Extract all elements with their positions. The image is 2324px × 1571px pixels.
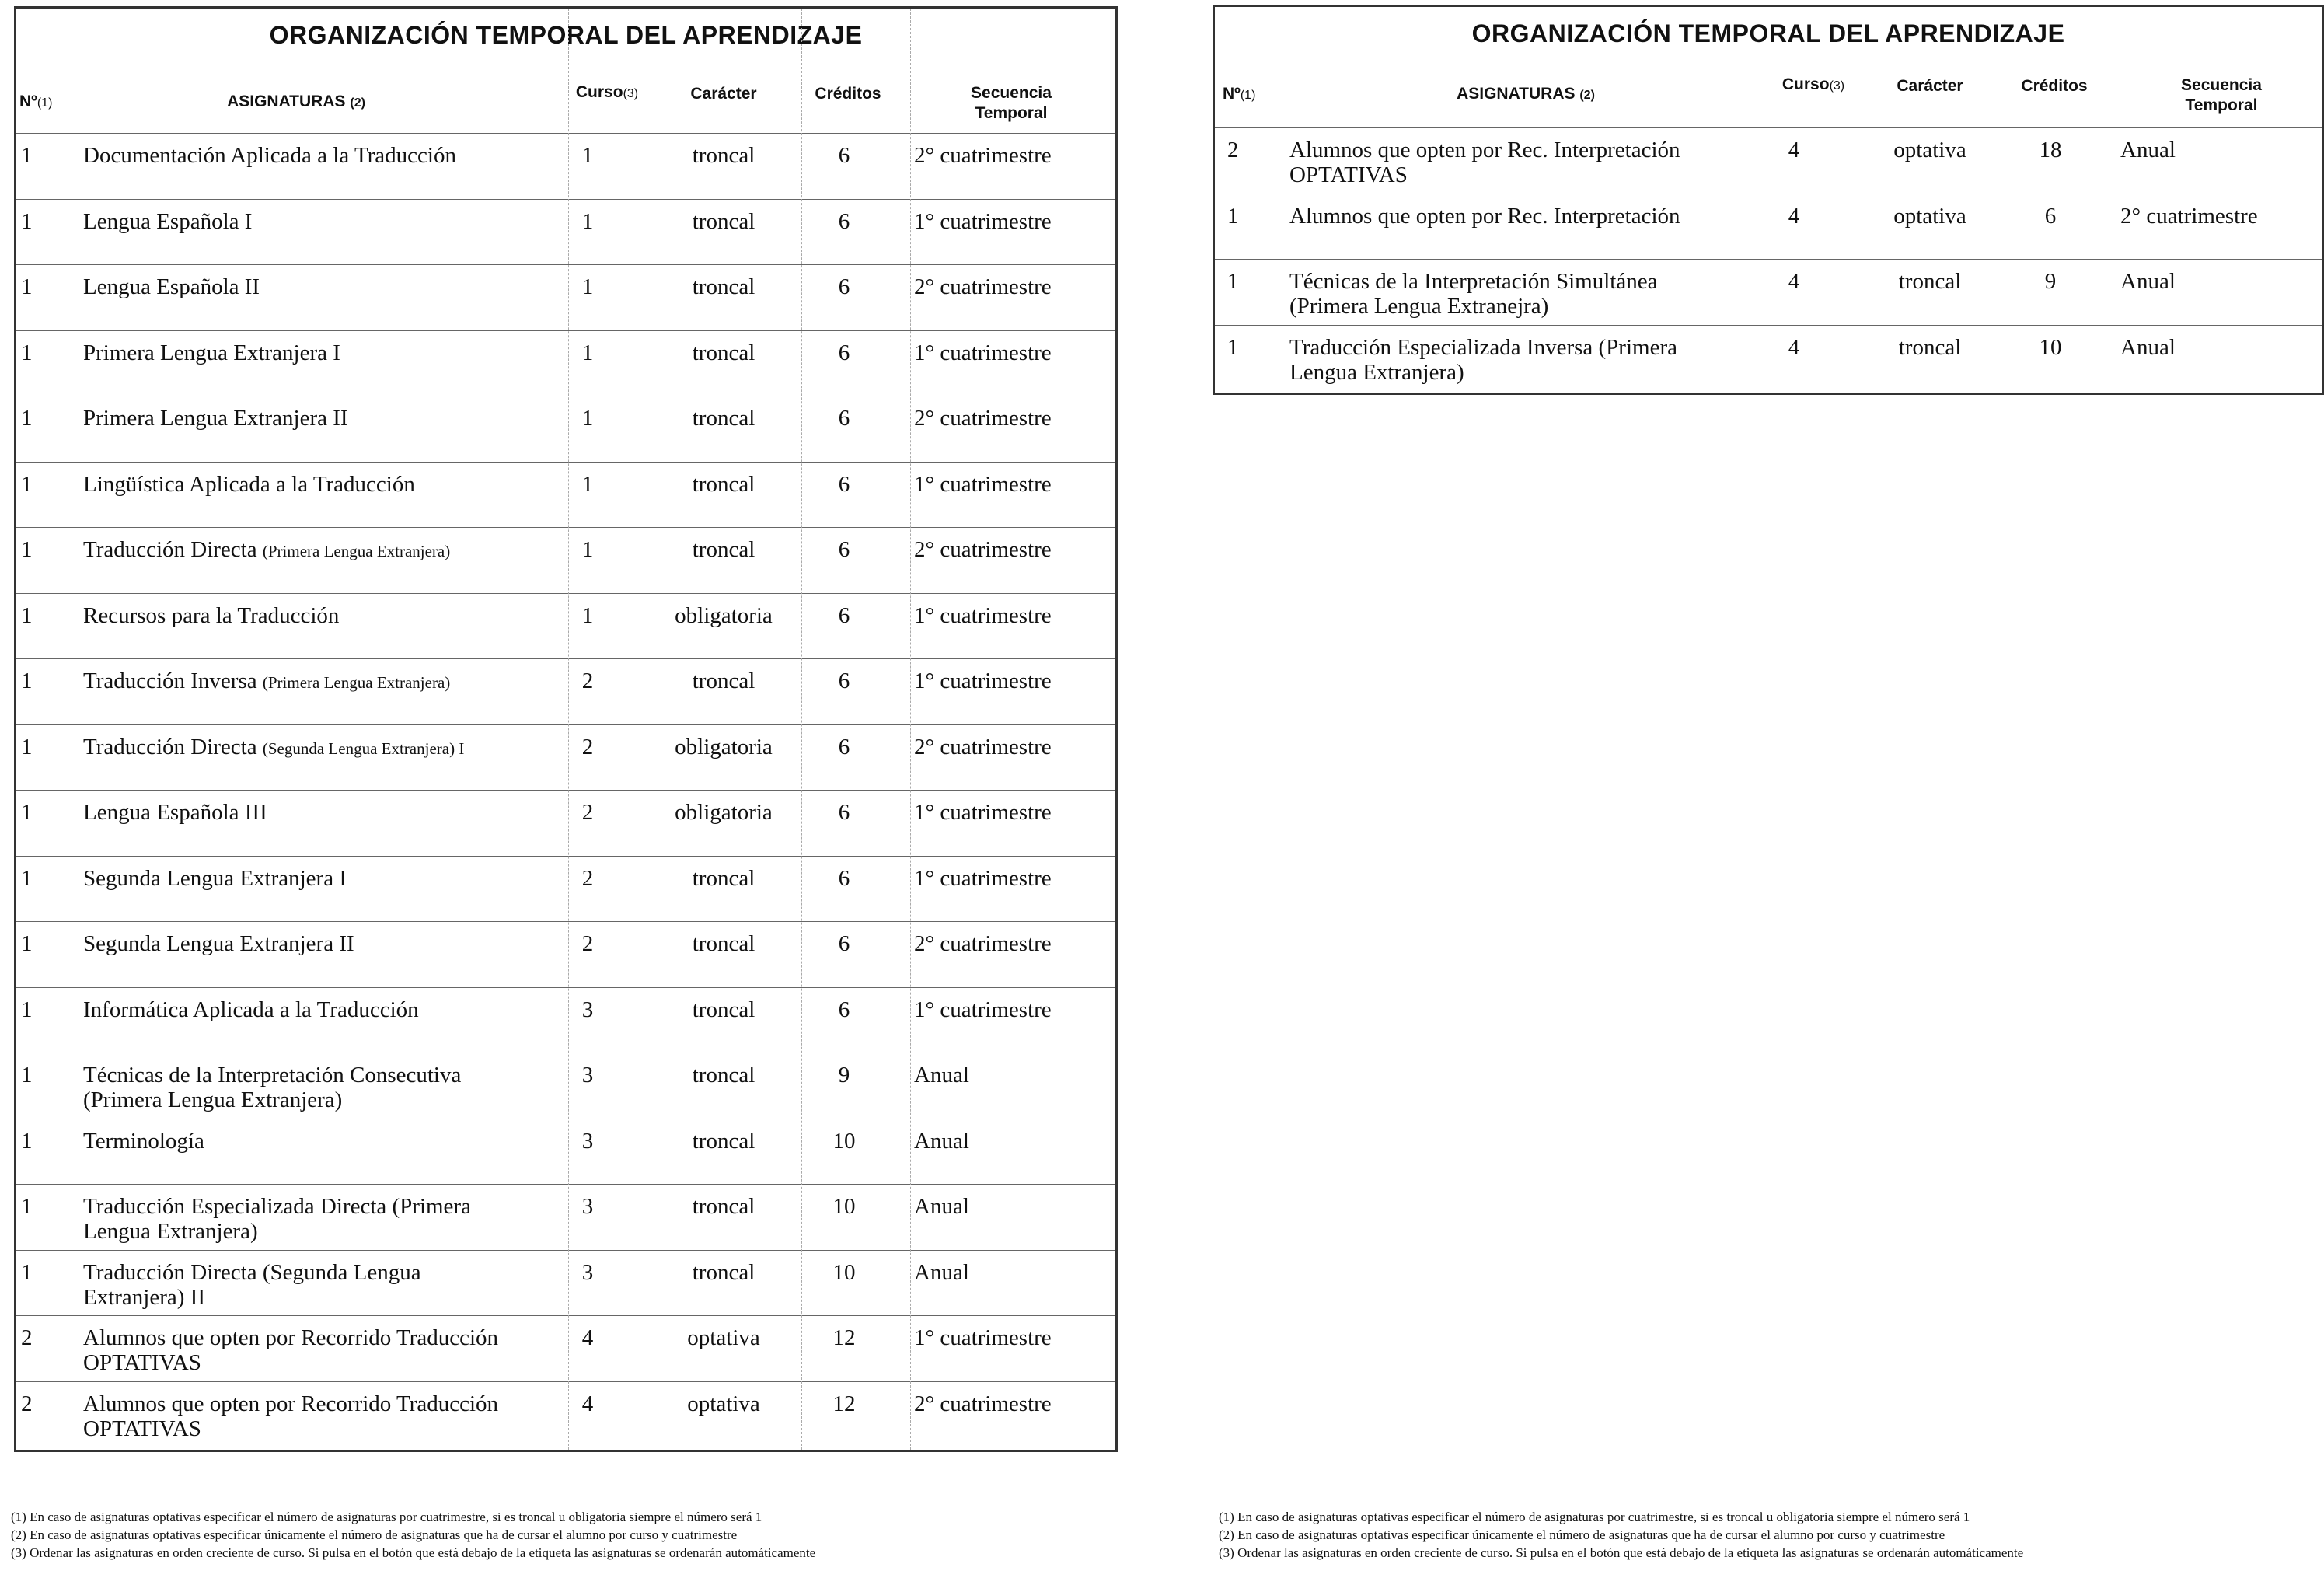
row-caracter: optativa xyxy=(1893,138,1966,162)
row-number: 1 xyxy=(21,1259,33,1285)
row-curso: 4 xyxy=(1788,269,1800,294)
row-asignatura: Segunda Lengua Extranjera I xyxy=(83,865,347,891)
left-panel-title: ORGANIZACIÓN TEMPORAL DEL APRENDIZAJE xyxy=(269,21,863,49)
row-curso: 1 xyxy=(581,602,594,628)
row-asignatura: Traducción Directa (Segunda Lengua Extranjera) I xyxy=(83,734,465,759)
header-creditos: Créditos xyxy=(2021,77,2088,95)
row-caracter: troncal xyxy=(692,1259,755,1285)
row-curso: 1 xyxy=(581,406,594,431)
row-secuencia: 1° cuatrimestre xyxy=(914,340,1052,365)
row-secuencia: 2° cuatrimestre xyxy=(2120,203,2258,229)
table-row xyxy=(16,1315,1115,1381)
row-asignatura: Primera Lengua Extranjera II xyxy=(83,406,348,431)
row-curso: 2 xyxy=(581,734,594,759)
row-secuencia: 2° cuatrimestre xyxy=(914,931,1052,956)
row-secuencia: 1° cuatrimestre xyxy=(914,208,1052,234)
header-asignaturas: ASIGNATURAS (2) xyxy=(227,93,365,110)
table-row xyxy=(16,1381,1115,1447)
row-secuencia: 2° cuatrimestre xyxy=(914,143,1052,168)
row-asignatura: Alumnos que opten por Recorrido Traducción OPTATIVAS xyxy=(83,1391,499,1441)
row-creditos: 9 xyxy=(838,1063,850,1087)
row-asignatura: Lengua Española III xyxy=(83,800,267,825)
row-secuencia: Anual xyxy=(2120,138,2176,162)
footnote-3: (3) Ordenar las asignaturas en orden creciente de curso. Si pulsa en el botón que está debajo de la etiqueta las asignaturas se ordenarán automáticamente xyxy=(1219,1545,2024,1560)
row-creditos: 6 xyxy=(838,537,850,562)
row-asignatura: Traducción Especializada Directa (Primera Lengua Extranjera) xyxy=(83,1194,471,1244)
row-number: 1 xyxy=(21,997,33,1022)
row-secuencia: 1° cuatrimestre xyxy=(914,669,1052,693)
table-row xyxy=(16,462,1115,528)
row-creditos: 10 xyxy=(2039,334,2062,360)
row-asignatura: Traducción Directa (Primera Lengua Extranjera) xyxy=(83,537,451,562)
row-curso: 3 xyxy=(581,1194,594,1219)
table-row xyxy=(16,1119,1115,1185)
row-number: 1 xyxy=(1227,203,1239,229)
row-secuencia: Anual xyxy=(914,1259,969,1285)
row-caracter: troncal xyxy=(692,208,755,234)
row-curso: 1 xyxy=(581,143,594,168)
row-creditos: 12 xyxy=(832,1325,856,1350)
table-row xyxy=(16,396,1115,462)
row-curso: 1 xyxy=(581,274,594,299)
row-number: 1 xyxy=(21,143,33,168)
row-caracter: troncal xyxy=(1898,269,1962,294)
row-asignatura: Alumnos que opten por Rec. Interpretación OPTATIVAS xyxy=(1289,138,1680,187)
row-asignatura: Segunda Lengua Extranjera II xyxy=(83,931,354,956)
header-secuencia: Secuencia Temporal xyxy=(971,84,1052,122)
row-number: 1 xyxy=(21,931,33,956)
row-curso: 4 xyxy=(581,1391,594,1416)
footnote-1: (1) En caso de asignaturas optativas especificar el número de asignaturas por cuatrimestre, si es troncal u obligatoria siempre el número será 1 xyxy=(1219,1510,1970,1524)
footnote-2: (2) En caso de asignaturas optativas especificar únicamente el número de asignaturas que ha de cursar el alumno por curso y cuatrimestre xyxy=(11,1527,738,1542)
row-asignatura: Lengua Española II xyxy=(83,274,260,299)
left-table-body xyxy=(16,133,1115,1447)
row-caracter: troncal xyxy=(692,274,755,299)
row-number: 1 xyxy=(21,537,33,562)
table-row xyxy=(16,658,1115,724)
row-curso: 4 xyxy=(1788,334,1800,360)
row-asignatura: Traducción Inversa (Primera Lengua Extranjera) xyxy=(83,669,451,693)
row-secuencia: 2° cuatrimestre xyxy=(914,406,1052,431)
row-asignatura: Lingüística Aplicada a la Traducción xyxy=(83,471,415,497)
left-footnotes xyxy=(11,1508,815,1562)
table-row xyxy=(16,1184,1115,1250)
table-row xyxy=(1215,194,2322,260)
row-caracter: troncal xyxy=(692,669,755,693)
header-creditos: Créditos xyxy=(815,85,881,103)
table-row xyxy=(16,527,1115,593)
row-asignatura: Alumnos que opten por Rec. Interpretación xyxy=(1289,203,1680,229)
divider xyxy=(910,9,911,1450)
row-creditos: 6 xyxy=(2044,203,2057,229)
divider xyxy=(568,9,569,1450)
row-asignatura: Técnicas de la Interpretación Consecutiva (Primera Lengua Extranjera) xyxy=(83,1063,462,1112)
row-creditos: 6 xyxy=(838,471,850,497)
footnote-1: (1) En caso de asignaturas optativas especificar el número de asignaturas por cuatrimestre, si es troncal u obligatoria siempre el número será 1 xyxy=(11,1510,762,1524)
row-secuencia: Anual xyxy=(914,1063,969,1087)
row-curso: 2 xyxy=(581,669,594,693)
header-asignaturas: ASIGNATURAS (2) xyxy=(1457,85,1595,103)
row-secuencia: 1° cuatrimestre xyxy=(914,800,1052,825)
table-row xyxy=(16,856,1115,922)
row-caracter: troncal xyxy=(1898,334,1962,360)
row-creditos: 10 xyxy=(832,1128,856,1154)
table-row xyxy=(16,921,1115,987)
row-caracter: troncal xyxy=(692,537,755,562)
row-caracter: obligatoria xyxy=(675,734,773,759)
row-curso: 1 xyxy=(581,471,594,497)
row-secuencia: 2° cuatrimestre xyxy=(914,537,1052,562)
row-asignatura: Lengua Española I xyxy=(83,208,253,234)
header-curso: Curso(3) xyxy=(1781,75,1845,93)
row-curso: 2 xyxy=(581,931,594,956)
row-number: 1 xyxy=(21,1063,33,1087)
table-row xyxy=(16,593,1115,659)
row-number: 1 xyxy=(21,800,33,825)
row-number: 2 xyxy=(21,1391,33,1416)
row-number: 2 xyxy=(21,1325,33,1350)
row-caracter: troncal xyxy=(692,1194,755,1219)
row-secuencia: 2° cuatrimestre xyxy=(914,734,1052,759)
row-creditos: 12 xyxy=(832,1391,856,1416)
row-secuencia: Anual xyxy=(2120,334,2176,360)
row-secuencia: 1° cuatrimestre xyxy=(914,471,1052,497)
row-caracter: troncal xyxy=(692,471,755,497)
table-row xyxy=(16,1250,1115,1316)
table-row xyxy=(16,199,1115,265)
header-caracter: Carácter xyxy=(690,85,757,103)
row-caracter: troncal xyxy=(692,340,755,365)
row-caracter: troncal xyxy=(692,1128,755,1154)
row-caracter: optativa xyxy=(687,1325,760,1350)
row-creditos: 10 xyxy=(832,1259,856,1285)
right-table-header xyxy=(1215,61,2322,133)
row-curso: 3 xyxy=(581,997,594,1022)
table-row xyxy=(16,1053,1115,1119)
row-curso: 1 xyxy=(581,537,594,562)
row-secuencia: 1° cuatrimestre xyxy=(914,997,1052,1022)
header-n: Nº(1) xyxy=(1223,85,1256,103)
row-curso: 4 xyxy=(581,1325,594,1350)
row-number: 1 xyxy=(21,274,33,299)
header-n: Nº(1) xyxy=(19,93,53,110)
header-secuencia: Secuencia Temporal xyxy=(2181,76,2262,114)
row-number: 1 xyxy=(21,471,33,497)
table-row xyxy=(16,987,1115,1053)
row-number: 1 xyxy=(21,734,33,759)
row-asignatura: Primera Lengua Extranjera I xyxy=(83,340,340,365)
row-secuencia: 1° cuatrimestre xyxy=(914,1325,1052,1350)
table-row xyxy=(16,264,1115,330)
row-number: 1 xyxy=(1227,334,1239,360)
table-row xyxy=(16,330,1115,396)
row-creditos: 6 xyxy=(838,865,850,891)
footnote-2: (2) En caso de asignaturas optativas especificar únicamente el número de asignaturas que ha de cursar el alumno por curso y cuatrimestre xyxy=(1219,1527,1945,1542)
row-caracter: troncal xyxy=(692,143,755,168)
row-number: 1 xyxy=(21,340,33,365)
row-secuencia: Anual xyxy=(2120,269,2176,294)
row-creditos: 6 xyxy=(838,800,850,825)
row-curso: 2 xyxy=(581,800,594,825)
row-secuencia: 2° cuatrimestre xyxy=(914,1391,1052,1416)
row-creditos: 6 xyxy=(838,734,850,759)
row-asignatura: Traducción Especializada Inversa (Primera Lengua Extranjera) xyxy=(1289,334,1677,385)
row-number: 1 xyxy=(21,208,33,234)
row-caracter: optativa xyxy=(1893,203,1966,229)
row-number: 1 xyxy=(21,406,33,431)
footnote-3: (3) Ordenar las asignaturas en orden creciente de curso. Si pulsa en el botón que está debajo de la etiqueta las asignaturas se ordenarán automáticamente xyxy=(11,1545,816,1560)
header-curso: Curso(3) xyxy=(575,83,639,101)
row-asignatura: Informática Aplicada a la Traducción xyxy=(83,997,419,1022)
table-row xyxy=(16,790,1115,856)
row-creditos: 6 xyxy=(838,997,850,1022)
row-secuencia: 2° cuatrimestre xyxy=(914,274,1052,299)
row-creditos: 6 xyxy=(838,208,850,234)
table-row xyxy=(16,724,1115,791)
row-creditos: 10 xyxy=(832,1194,856,1219)
row-creditos: 6 xyxy=(838,143,850,168)
row-curso: 4 xyxy=(1788,203,1800,229)
table-row xyxy=(16,133,1115,199)
row-curso: 1 xyxy=(581,208,594,234)
row-caracter: obligatoria xyxy=(675,602,773,628)
row-number: 1 xyxy=(1227,269,1239,294)
row-caracter: troncal xyxy=(692,1063,755,1087)
left-table-panel xyxy=(14,6,1118,1452)
row-caracter: troncal xyxy=(692,931,755,956)
left-table-header xyxy=(16,69,1115,141)
row-creditos: 9 xyxy=(2044,269,2057,294)
row-curso: 3 xyxy=(581,1259,594,1285)
row-secuencia: Anual xyxy=(914,1128,969,1154)
row-caracter: troncal xyxy=(692,406,755,431)
row-creditos: 6 xyxy=(838,602,850,628)
row-caracter: troncal xyxy=(692,865,755,891)
row-caracter: troncal xyxy=(692,997,755,1022)
row-asignatura: Terminología xyxy=(83,1128,204,1154)
right-table-body xyxy=(1215,127,2322,390)
row-asignatura: Documentación Aplicada a la Traducción xyxy=(83,143,456,168)
row-secuencia: Anual xyxy=(914,1194,969,1219)
divider xyxy=(801,9,802,1450)
row-asignatura: Traducción Directa (Segunda Lengua Extranjera) II xyxy=(83,1259,421,1310)
row-number: 1 xyxy=(21,669,33,693)
row-secuencia: 1° cuatrimestre xyxy=(914,602,1052,628)
row-curso: 2 xyxy=(581,865,594,891)
right-panel-title: ORGANIZACIÓN TEMPORAL DEL APRENDIZAJE xyxy=(1471,19,2065,47)
right-footnotes xyxy=(1219,1508,2023,1562)
row-asignatura: Alumnos que opten por Recorrido Traducción OPTATIVAS xyxy=(83,1325,499,1375)
row-creditos: 6 xyxy=(838,669,850,693)
row-number: 1 xyxy=(21,602,33,628)
table-row xyxy=(1215,325,2322,391)
row-number: 1 xyxy=(21,1128,33,1154)
row-asignatura: Recursos para la Traducción xyxy=(83,602,340,628)
row-curso: 4 xyxy=(1788,138,1800,162)
right-table-panel xyxy=(1213,5,2324,395)
row-secuencia: 1° cuatrimestre xyxy=(914,865,1052,891)
row-caracter: optativa xyxy=(687,1391,760,1416)
row-creditos: 18 xyxy=(2039,138,2062,162)
row-creditos: 6 xyxy=(838,274,850,299)
row-creditos: 6 xyxy=(838,340,850,365)
header-caracter: Carácter xyxy=(1897,77,1963,95)
row-number: 1 xyxy=(21,865,33,891)
row-caracter: obligatoria xyxy=(675,800,773,825)
row-curso: 3 xyxy=(581,1128,594,1154)
row-asignatura: Técnicas de la Interpretación Simultánea (Primera Lengua Extranejra) xyxy=(1289,269,1658,319)
table-row xyxy=(1215,127,2322,194)
row-number: 1 xyxy=(21,1194,33,1219)
row-number: 2 xyxy=(1227,138,1239,162)
row-creditos: 6 xyxy=(838,406,850,431)
table-row xyxy=(1215,259,2322,325)
row-curso: 3 xyxy=(581,1063,594,1087)
row-creditos: 6 xyxy=(838,931,850,956)
row-curso: 1 xyxy=(581,340,594,365)
